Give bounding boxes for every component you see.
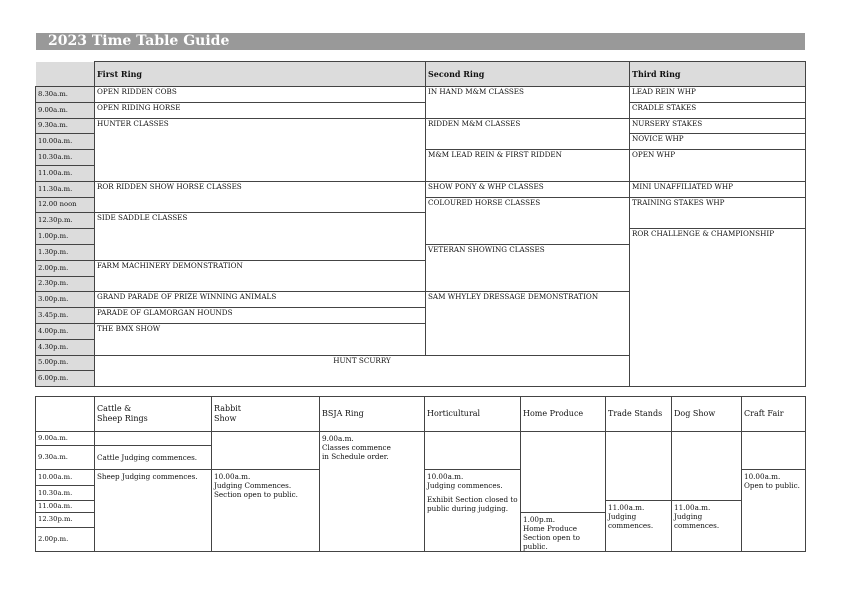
rings-timetable bbox=[35, 61, 806, 387]
trade-empty bbox=[606, 432, 672, 501]
rabbit-show-header bbox=[212, 397, 320, 432]
time-cell: 11.00a.m. bbox=[36, 501, 95, 513]
trade-time: 11.00a.m. bbox=[608, 503, 645, 512]
bsja-ring-header: BSJA Ring bbox=[320, 397, 425, 432]
time-cell: 1.30p.m. bbox=[36, 244, 95, 260]
horticultural-event bbox=[425, 470, 521, 552]
produce-line3: public. bbox=[523, 542, 548, 551]
time-cell: 10.00a.m. bbox=[36, 470, 95, 486]
time-cell: 3.00p.m. bbox=[36, 292, 95, 308]
hunt-scurry-event: HUNT SCURRY bbox=[95, 355, 630, 387]
time-cell: 5.00p.m. bbox=[36, 355, 95, 371]
trade-line2: commences. bbox=[608, 521, 654, 530]
dog-line2: commences. bbox=[674, 521, 720, 530]
second-ring-event: RIDDEN M&M CLASSES bbox=[426, 118, 630, 150]
second-ring-event: IN HAND M&M CLASSES bbox=[426, 87, 630, 119]
craft-empty bbox=[742, 432, 806, 470]
time-cell: 12.30p.m. bbox=[36, 213, 95, 229]
third-ring-event: NOVICE WHP bbox=[630, 134, 806, 150]
time-cell: 2.30p.m. bbox=[36, 276, 95, 292]
dog-time: 11.00a.m. bbox=[674, 503, 711, 512]
third-ring-event: LEAD REIN WHP bbox=[630, 87, 806, 103]
horticultural-empty bbox=[425, 432, 521, 470]
hort-exhibit-line2: public during judging. bbox=[427, 504, 509, 513]
corner-blank bbox=[36, 62, 95, 87]
time-cell: 12.30p.m. bbox=[36, 513, 95, 528]
rabbit-header-line1: Rabbit bbox=[214, 404, 241, 413]
hort-exhibit-line1: Exhibit Section closed to bbox=[427, 495, 518, 504]
trade-stands-event bbox=[606, 501, 672, 552]
trade-stands-header: Trade Stands bbox=[606, 397, 672, 432]
time-cell: 4.30p.m. bbox=[36, 339, 95, 355]
third-ring-event: MINI UNAFFILIATED WHP bbox=[630, 181, 806, 197]
bsja-time: 9.00a.m. bbox=[322, 434, 354, 443]
third-ring-header: Third Ring bbox=[630, 62, 806, 87]
time-cell: 9.30a.m. bbox=[36, 118, 95, 134]
produce-line2: Section open to bbox=[523, 533, 580, 542]
first-ring-event: SIDE SADDLE CLASSES bbox=[95, 213, 426, 260]
rabbit-empty bbox=[212, 432, 320, 470]
third-ring-event: NURSERY STAKES bbox=[630, 118, 806, 134]
second-ring-event: SAM WHYLEY DRESSAGE DEMONSTRATION bbox=[426, 292, 630, 355]
produce-empty bbox=[521, 432, 606, 513]
first-ring-event: ROR RIDDEN SHOW HORSE CLASSES bbox=[95, 181, 426, 213]
time-cell: 6.00p.m. bbox=[36, 371, 95, 387]
dog-empty bbox=[672, 432, 742, 501]
first-ring-event: FARM MACHINERY DEMONSTRATION bbox=[95, 260, 426, 292]
cattle-sheep-header bbox=[95, 397, 212, 432]
time-cell: 3.45p.m. bbox=[36, 308, 95, 324]
time-cell: 2.00p.m. bbox=[36, 527, 95, 551]
bsja-line1: Classes commence bbox=[322, 443, 391, 452]
dog-show-event bbox=[672, 501, 742, 552]
cattle-empty bbox=[95, 432, 212, 446]
time-cell: 10.30a.m. bbox=[36, 150, 95, 166]
rabbit-event bbox=[212, 470, 320, 552]
time-cell: 9.00a.m. bbox=[36, 102, 95, 118]
time-cell: 9.30a.m. bbox=[36, 446, 95, 470]
first-ring-event: OPEN RIDING HORSE bbox=[95, 102, 426, 118]
rabbit-line1: Judging Commences. bbox=[214, 481, 292, 490]
time-cell: 4.00p.m. bbox=[36, 323, 95, 339]
first-ring-event: PARADE OF GLAMORGAN HOUNDS bbox=[95, 308, 426, 324]
time-cell: 2.00p.m. bbox=[36, 260, 95, 276]
other-events-timetable bbox=[35, 396, 806, 552]
time-cell: 1.00p.m. bbox=[36, 229, 95, 245]
first-ring-header: First Ring bbox=[95, 62, 426, 87]
hort-time: 10.00a.m. bbox=[427, 472, 464, 481]
first-ring-event: THE BMX SHOW bbox=[95, 323, 426, 355]
craft-fair-header: Craft Fair bbox=[742, 397, 806, 432]
time-cell: 8.30a.m. bbox=[36, 87, 95, 103]
title-bar bbox=[36, 33, 805, 50]
second-ring-header: Second Ring bbox=[426, 62, 630, 87]
third-ring-event: OPEN WHP bbox=[630, 150, 806, 182]
time-cell: 11.00a.m. bbox=[36, 165, 95, 181]
sheep-judging-event: Sheep Judging commences. bbox=[95, 470, 212, 552]
first-ring-event: HUNTER CLASSES bbox=[95, 118, 426, 181]
rabbit-header-line2: Show bbox=[214, 414, 237, 423]
home-produce-header: Home Produce bbox=[521, 397, 606, 432]
third-ring-event: TRAINING STAKES WHP bbox=[630, 197, 806, 229]
time-cell: 9.00a.m. bbox=[36, 432, 95, 446]
rabbit-time: 10.00a.m. bbox=[214, 472, 251, 481]
produce-line1: Home Produce bbox=[523, 524, 578, 533]
craft-line1: Open to public. bbox=[744, 481, 800, 490]
dog-show-header: Dog Show bbox=[672, 397, 742, 432]
trade-line1: Judging bbox=[608, 512, 637, 521]
dog-line1: Judging bbox=[674, 512, 703, 521]
rabbit-line2: Section open to public. bbox=[214, 490, 298, 499]
third-ring-event: CRADLE STAKES bbox=[630, 102, 806, 118]
produce-time: 1.00p.m. bbox=[523, 515, 555, 524]
time-cell: 11.30a.m. bbox=[36, 181, 95, 197]
cattle-judging-event: Cattle Judging commences. bbox=[95, 446, 212, 470]
second-ring-event: VETERAN SHOWING CLASSES bbox=[426, 244, 630, 291]
first-ring-event: OPEN RIDDEN COBS bbox=[95, 87, 426, 103]
second-ring-event: COLOURED HORSE CLASSES bbox=[426, 197, 630, 244]
bsja-event bbox=[320, 432, 425, 552]
corner-blank bbox=[36, 397, 95, 432]
second-ring-event: M&M LEAD REIN & FIRST RIDDEN bbox=[426, 150, 630, 182]
time-cell: 10.30a.m. bbox=[36, 486, 95, 501]
craft-time: 10.00a.m. bbox=[744, 472, 781, 481]
second-ring-event: SHOW PONY & WHP CLASSES bbox=[426, 181, 630, 197]
bsja-line2: in Schedule order. bbox=[322, 452, 389, 461]
cattle-header-line2: Sheep Rings bbox=[97, 414, 148, 423]
third-ring-event: ROR CHALLENGE & CHAMPIONSHIP bbox=[630, 229, 806, 387]
horticultural-header: Horticultural bbox=[425, 397, 521, 432]
cattle-header-line1: Cattle & bbox=[97, 404, 132, 413]
home-produce-event bbox=[521, 513, 606, 552]
craft-fair-event bbox=[742, 470, 806, 552]
first-ring-event: GRAND PARADE OF PRIZE WINNING ANIMALS bbox=[95, 292, 426, 308]
hort-judging: Judging commences. bbox=[427, 481, 503, 490]
time-cell: 12.00 noon bbox=[36, 197, 95, 213]
page-title: 2023 Time Table Guide bbox=[48, 33, 230, 49]
time-cell: 10.00a.m. bbox=[36, 134, 95, 150]
